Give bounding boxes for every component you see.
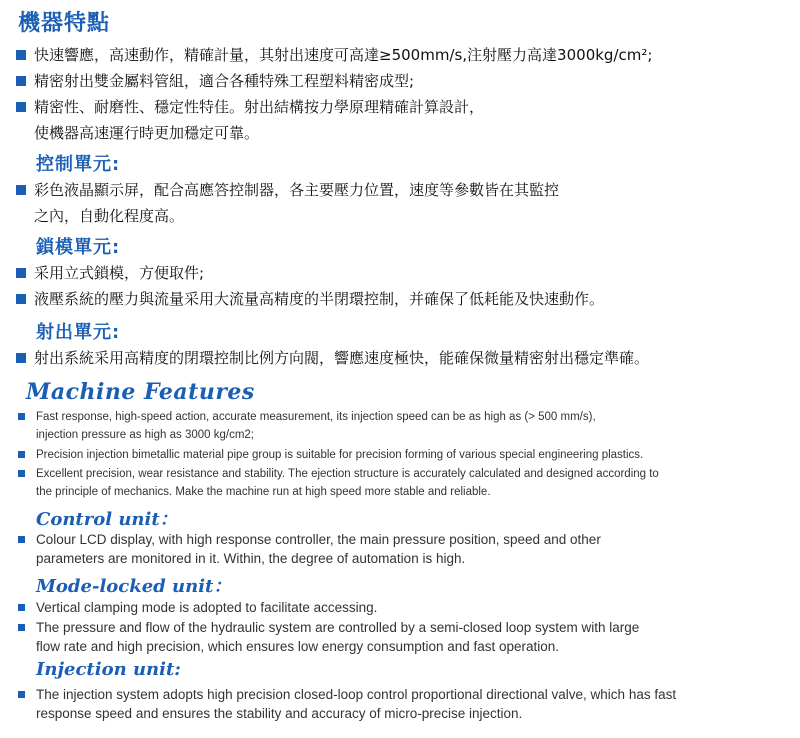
cn-title: 機器特點: [18, 11, 111, 36]
bullet-icon: [16, 294, 26, 304]
bullet-icon: [18, 691, 25, 698]
item-line: injection pressure as high as 3000 kg/cm2;: [36, 429, 254, 441]
en-feature-item: [18, 446, 794, 464]
item-line: Colour LCD display, with high response controller, the main pressure position, speed and other: [36, 532, 601, 547]
en-control-title: Control unit：: [36, 509, 178, 530]
bullet-icon: [16, 185, 26, 195]
item-line: 液壓系統的壓力與流量采用大流量高精度的半閉環控制，并確保了低耗能及快速動作。: [34, 290, 605, 308]
item-line: 精密射出雙金屬料管組，適合各種特殊工程塑料精密成型;: [34, 72, 415, 90]
item-line: 使機器高速運行時更加穩定可靠。: [34, 124, 260, 142]
bullet-icon: [18, 604, 25, 611]
item-line: flow rate and high precision, which ensures low energy consumption and fast operation.: [36, 639, 560, 654]
item-line: 之內，自動化程度高。: [34, 207, 185, 225]
en-control-item: [18, 530, 794, 568]
cn-injection-item: [16, 345, 796, 371]
item-line: 射出系統采用高精度的閉環控制比例方向閥，響應速度極快，能確保微量精密射出穩定準確。: [34, 349, 650, 367]
cn-feature-item: [16, 68, 796, 94]
en-feature-item: [18, 408, 794, 444]
en-feature-item: [18, 465, 794, 501]
cn-feature-item: [16, 94, 796, 146]
bullet-icon: [16, 102, 26, 112]
item-line: 快速響應，高速動作，精確計量，其射出速度可高達≥500mm/s,注射壓力高達3000kg/cm²;: [34, 46, 653, 64]
en-title: Machine Features: [26, 379, 255, 405]
cn-feature-item: [16, 42, 796, 68]
cn-mold-item: [16, 286, 796, 312]
en-mold-item: [18, 618, 794, 656]
en-injection-title: Injection unit:: [36, 659, 181, 680]
en-injection-item: [18, 685, 794, 723]
cn-mold-title: 鎖模單元:: [36, 237, 121, 258]
bullet-icon: [18, 413, 25, 420]
item-line: 彩色液晶顯示屏，配合高應答控制器，各主要壓力位置，速度等參數皆在其監控: [34, 181, 560, 199]
bullet-icon: [16, 76, 26, 86]
item-line: Excellent precision, wear resistance and stability. The ejection structure is accurately calculated and designed according to: [36, 468, 659, 480]
en-mold-title: Mode-locked unit：: [36, 576, 232, 597]
bullet-icon: [16, 268, 26, 278]
item-line: The pressure and flow of the hydraulic system are controlled by a semi-closed loop system with large: [36, 620, 640, 635]
item-line: Fast response, high-speed action, accurate measurement, its injection speed can be as high as (> 500 mm/s),: [36, 411, 596, 423]
bullet-icon: [18, 451, 25, 458]
en-mold-item: [18, 598, 794, 617]
item-line: parameters are monitored in it. Within, the degree of automation is high.: [36, 551, 466, 566]
bullet-icon: [16, 50, 26, 60]
bullet-icon: [18, 536, 25, 543]
cn-control-item: [16, 177, 796, 229]
item-line: Precision injection bimetallic material pipe group is suitable for precision forming of various special engineering plastics.: [36, 449, 644, 461]
cn-mold-item: [16, 260, 796, 286]
cn-injection-title: 射出單元:: [36, 322, 121, 343]
bullet-icon: [16, 353, 26, 363]
item-line: response speed and ensures the stability and accuracy of micro-precise injection.: [36, 706, 523, 721]
item-line: 采用立式鎖模，方便取件;: [34, 264, 205, 282]
bullet-icon: [18, 470, 25, 477]
item-line: the principle of mechanics. Make the machine run at high speed more stable and reliable.: [36, 486, 491, 498]
bullet-icon: [18, 624, 25, 631]
item-line: Vertical clamping mode is adopted to facilitate accessing.: [36, 600, 378, 615]
cn-control-title: 控制單元:: [36, 154, 121, 175]
item-line: The injection system adopts high precision closed-loop control proportional directional valve, which has fast: [36, 687, 677, 702]
item-line: 精密性、耐磨性、穩定性特佳。射出結構按力學原理精確計算設計，: [34, 98, 485, 116]
